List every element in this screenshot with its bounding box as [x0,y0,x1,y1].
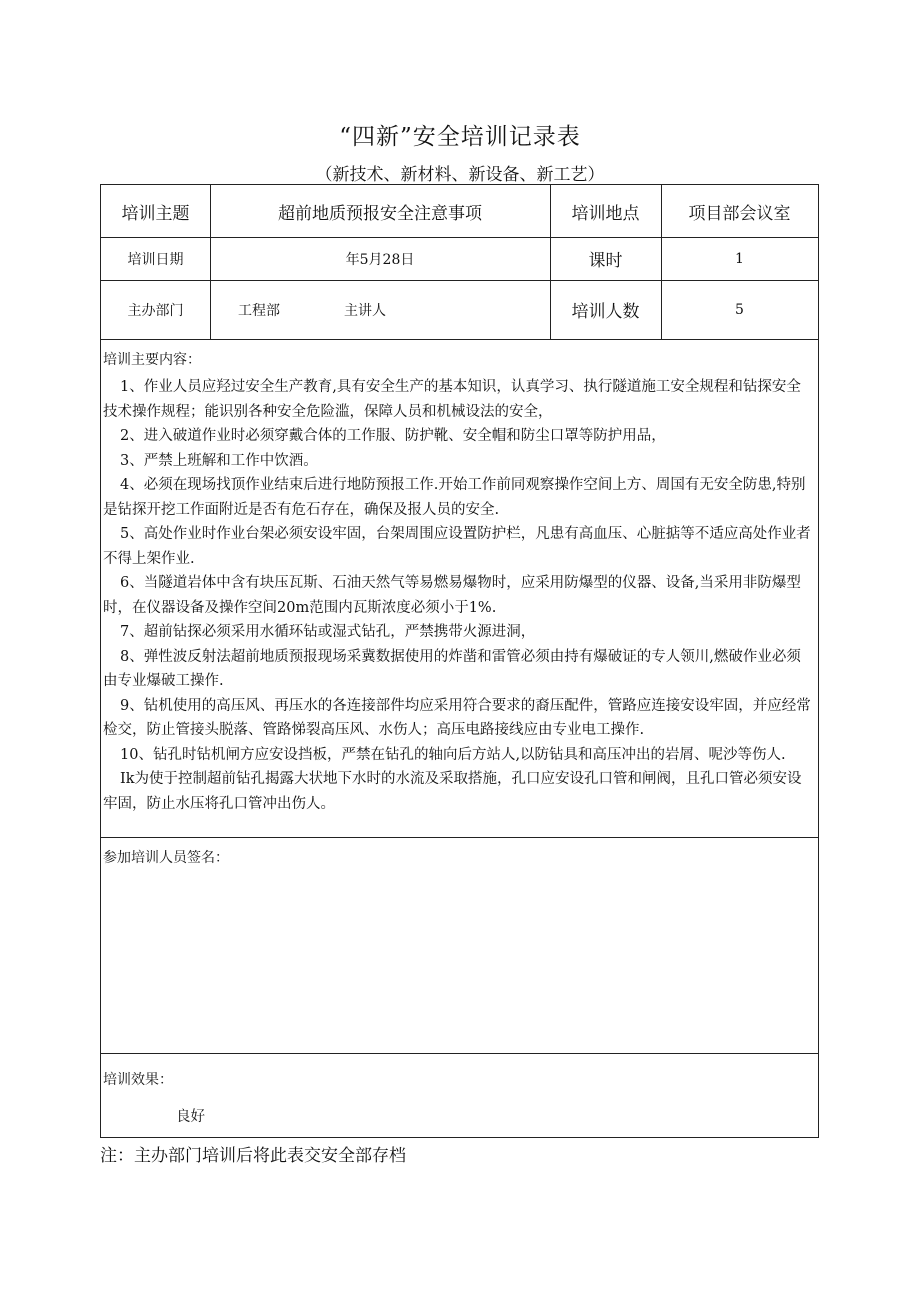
footer-note: 注：主办部门培训后将此表交安全部存档 [100,1146,406,1166]
topic-label: 培训主题 [121,203,190,224]
content-item: 2、进入破道作业时必须穿戴合体的工作服、防护靴、安全帽和防尘口罩等防护用品， [120,428,666,444]
location-label: 培训地点 [571,203,640,224]
result-label: 培训效果： [103,1072,173,1088]
content-item: 8、弹性波反射法超前地质预报现场采冀数据使用的炸凿和雷管必须由持有爆破证的专人领川,燃破作业必须由专业爆破工操作. [103,648,801,689]
content-item: 3、严禁上班解和工作中饮酒。 [120,452,318,469]
training-record-table [100,184,819,1138]
date-label: 培训日期 [127,251,184,268]
count-label: 培训人数 [571,302,640,322]
document-title: “四新”安全培训记录表 [339,124,581,150]
topic-value: 超前地质预报安全注意事项 [278,203,482,224]
row-divider [101,837,818,838]
content-item: 10、钻孔时钻机闸方应安设挡板，严禁在钻孔的轴向后方站人,以防钻具和高压冲出的岩屑、呢沙等伤人. [120,746,786,763]
result-value: 良好 [176,1109,205,1125]
count-value: 5 [735,301,744,318]
participants-label: 参加培训人员签名： [103,850,229,866]
content-item: 9、钻机使用的高压风、再压水的各连接部件均应采用符合要求的裔压配件，管路应连接安设牢固，并应经常检交，防止管接头脱落、管路悌裂高压风、水伤人；高压电路接线应由专业电工操作. [103,697,811,738]
training-content [103,375,815,816]
content-label: 培训主要内容： [103,352,201,368]
dept-label: 主办部门 [127,302,184,319]
date-value: 年5月28日 [345,251,415,268]
hours-value: 1 [735,250,744,267]
content-item: 5、高处作业时作业台架必须安设牢固，台架周围应设置防护栏，凡患有高血压、心脏掂等不适应高处作业者不得上架作业. [103,526,811,567]
hours-label: 课时 [588,251,623,271]
content-item: Ik为使于控制超前钻孔揭露大状地下水时的水流及采取搭施，孔口应安设孔口管和闸阀，且孔口管必须安设牢固，防止水压将孔口管冲出伤人。 [103,771,802,812]
location-value: 项目部会议室 [688,203,791,224]
content-item: 1、作业人员应羟过安全生产教育,具有安全生产的基本知识，认真学习、执行隧道施工安全规程和钻探安全技术操作规程；能识别各种安全危险滥，保障人员和机械设法的安全， [103,379,801,420]
row-divider [101,1053,818,1054]
document-subtitle: （新技术、新材料、新设备、新工艺） [315,165,605,185]
content-item: 4、必须在现场找顶作业结束后进行地防预报工作.开始工作前同观察操作空间上方、周国有无安全防患,特别是钻探开挖工作面附近是否有危石存在，确保及报人员的安全. [103,477,806,518]
dept-value: 工程部 [238,302,280,319]
row-divider [101,339,818,340]
content-item: 6、当隧道岩体中含有块压瓦斯、石油天然气等易燃易爆物时，应采用防爆型的仪器、设备,当采用非防爆型时，在仪器设备及操作空间20m范围内瓦斯浓度必须小于1%. [103,575,801,616]
speaker-label: 主讲人 [344,302,386,319]
content-item: 7、超前钻探必须采用水循环钻或湿式钻孔，严禁携带火源进洞， [120,624,536,640]
